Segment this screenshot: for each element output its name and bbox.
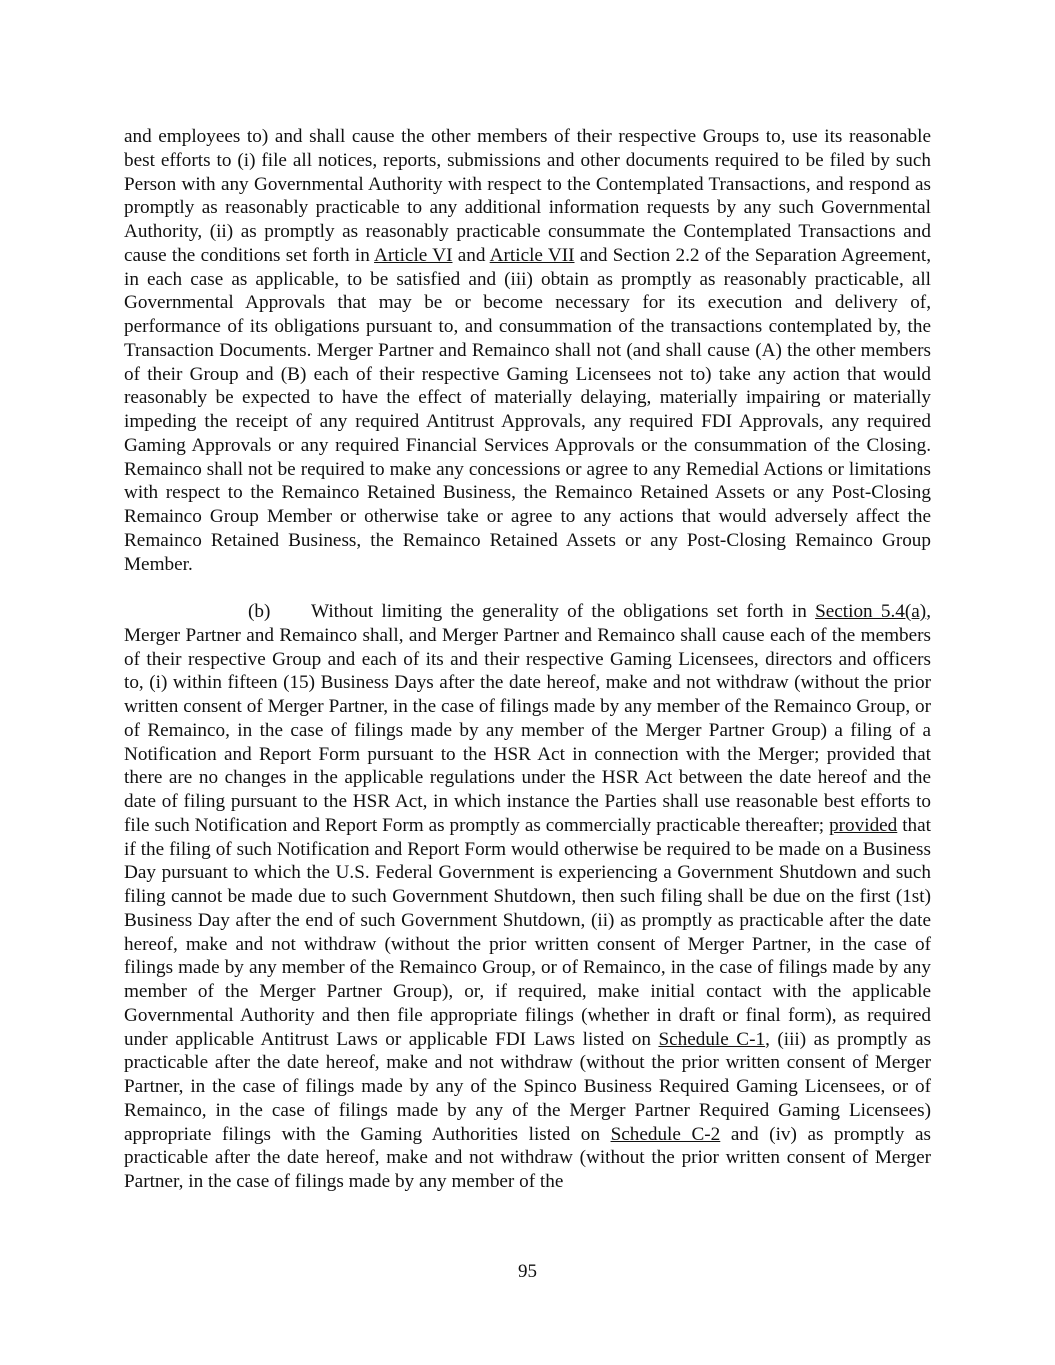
paragraph-b-text-3: that if the filing of such Notification and Report Form would otherwise be required to be made on a Business Day pursuant to which the U.S. Federal Government is experiencing a Government Shutdown and such filing cannot be made due to such Government Shutdown, then such filing shall be due on the first (1st) Business Day after the end of such Government Shutdown, (ii) as promptly as practicable after the date hereof, make and not withdraw (without the prior written consent of Merger Partner, in the case of filings made by any member of the Remainco Group, or of Remainco, in the case of filings made by any member of the Merger Partner Group), or, if required, make initial contact with the applicable Governmental Authority and then file appropriate filings (whether in draft or final form), as required under applicable Antitrust Laws or applicable FDI Laws listed on [124, 814, 931, 1050]
paragraph-a-text-1: and employees to) and shall cause the other members of their respective Groups to, use its reasonable best efforts to (i) file all notices, reports, submissions and other documents required to be filed by such Person with any Governmental Authority with respect to the Contemplated Transactions, and respond as promptly as reasonably practicable to any additional information requests by any such Governmental Authority, (ii) as promptly as reasonably practicable consummate the Contemplated Transactions and cause the conditions set forth in [124, 126, 931, 266]
paragraph-b [124, 600, 931, 1194]
paragraph-a [124, 125, 931, 576]
page-number: 95 [518, 1261, 537, 1282]
document-body [124, 125, 931, 1194]
paragraph-b-text-5: and (iv) as promptly as practicable after the date hereof, make and not withdraw (without the prior written consent of Merger Partner, in the case of filings made by any member of the [124, 1123, 931, 1192]
paragraph-a-text-2: and [452, 244, 490, 266]
paragraph-b-text-1: Without limiting the generality of the obligations set forth in [311, 601, 816, 622]
article-vi-link[interactable]: Article VI [374, 244, 453, 266]
schedule-c1-link[interactable]: Schedule C-1 [658, 1028, 766, 1050]
paragraph-b-text-4: , (iii) as promptly as practicable after the date hereof, make and not withdraw (without the prior written consent of Merger Partner, in the case of filings made by any of the Spinco Business Required Gaming Licensees, or of Remainco, in the case of filings made by any of the Merger Partner Required Gaming Licensees) appropriate filings with the Gaming Authorities listed on [124, 1028, 931, 1145]
schedule-c2-link[interactable]: Schedule C-2 [610, 1123, 721, 1145]
paragraph-b-text-2: , Merger Partner and Remainco shall, and Merger Partner and Remainco shall cause each of the members of their respective Group and each of its and their respective Gaming Licensees, directors and officers to, (i) within fifteen (15) Business Days after the date hereof, make and not withdraw (without the prior written consent of Merger Partner, in the case of filings made by any member of the Remainco Group, or of Remainco, in the case of filings made by any member of the Merger Partner Group) a filing of a Notification and Report Form pursuant to the HSR Act in connection with the Merger; provided that there are no changes in the applicable regulations under the HSR Act between the date hereof and the date of filing pursuant to the HSR Act, in which instance the Parties shall use reasonable best efforts to file such Notification and Report Form as promptly as commercially practicable thereafter; [124, 601, 931, 836]
section-5-4a-link[interactable]: Section 5.4(a) [815, 601, 927, 622]
article-vii-link[interactable]: Article VII [489, 244, 575, 266]
provided-underlined: provided [829, 814, 898, 836]
paragraph-a-text-3: and Section 2.2 of the Separation Agreement, in each case as applicable, to be satisfied and (iii) obtain as promptly as reasonably practicable, all Governmental Approvals that may be or become necessary for its execution and delivery of, performance of its obligations pursuant to, and consummation of the transactions contemplated by, the Transaction Documents. Merger Partner and Remainco shall not (and shall cause (A) the other members of their Group and (B) each of their respective Gaming Licensees not to) take any action that would reasonably be expected to have the effect of materially delaying, materially impairing or materially impeding the receipt of any required Antitrust Approvals, any required FDI Approvals, any required Gaming Approvals or any required Financial Services Approvals or the consummation of the Closing. Remainco shall not be required to make any concessions or agree to any Remedial Actions or limitations with respect to the Remainco Retained Business, the Remainco Retained Assets or any Post-Closing Remainco Group Member or otherwise take or agree to any actions that would adversely affect the Remainco Retained Business, the Remainco Retained Assets or any Post-Closing Remainco Group Member. [124, 244, 931, 575]
paragraph-b-marker: (b) [248, 601, 271, 622]
